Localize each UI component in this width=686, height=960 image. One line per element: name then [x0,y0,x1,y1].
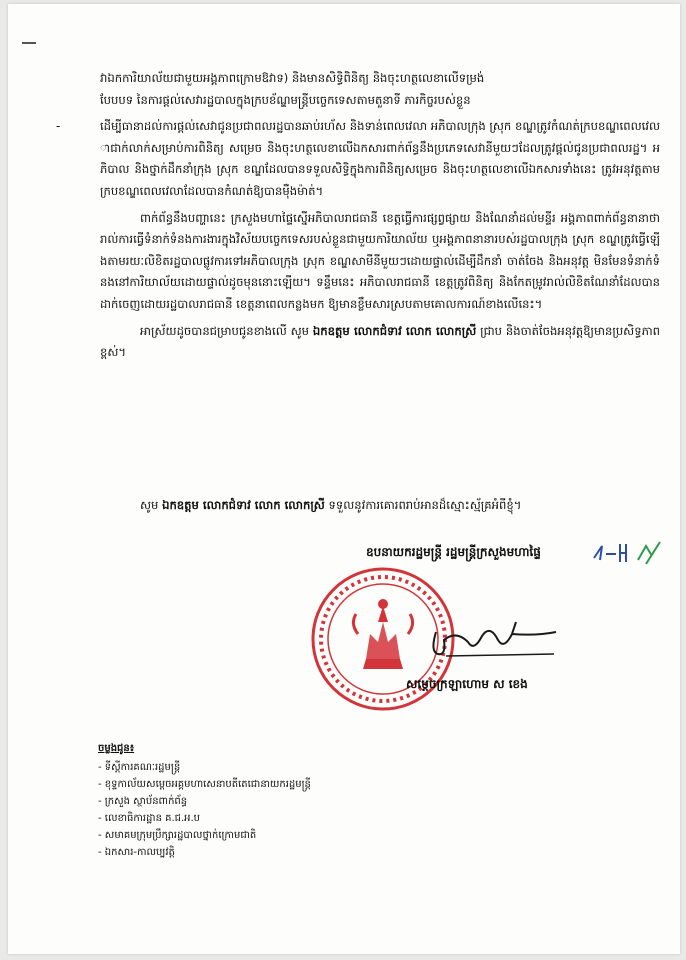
copy-to-list [98,740,311,861]
bullet-text: ដើម្បីធានាដល់ការផ្តល់សេវាជូនប្រជាពលរដ្ឋបានឆាប់រហ័ស និងទាន់ពេលវេលា អភិបាលក្រុង ស្រុក ខណ្ឌត្រូវកំណត់ក្របខណ្ឌពេលវេលាជាក់លាក់សម្រាប់ការពិនិត្យ សម្រេច និងចុះហត្ថលេខាលើឯកសារពាក់ព័ន្ធនឹងប្រភេទសេវានីមួយៗដែលត្រូវផ្តល់ជូនប្រជាពលរដ្ឋ។ អភិបាល និងថ្នាក់ដឹកនាំក្រុង ស្រុក ខណ្ឌដែលបានទទួលសិទ្ធិក្នុងការពិនិត្យសម្រេច និងចុះហត្ថលេខាលើឯកសារទាំងនេះ ត្រូវអនុវត្តតាមក្របខណ្ឌពេលវេលាដែលបានកំណត់ឱ្យបានម៉ឺងម៉ាត់។ [100,119,660,198]
closing-suffix: ទទួលនូវការគោរពរាប់អានដ៏ស្មោះស្ម័គ្រអំពីខ្ញុំ។ [324,498,522,512]
document-page [8,4,680,954]
paragraph-1-line-1: វាឯកការិយាល័យជាមួយអង្គភាពក្រោមឱវាទ) និងមានសិទ្ធិពិនិត្យ និងចុះហត្ថលេខាលើទម្រង់ [100,71,485,85]
paragraph-2-text: ពាក់ព័ន្ធនឹងបញ្ហានេះ ក្រសួងមហាផ្ទៃស្នើអភិបាលរាជធានី ខេត្តធ្វើការផ្សព្វផ្សាយ និងណែនាំដល់មន្ទីរ អង្គភាពពាក់ព័ន្ធនានាថា រាល់ការធ្វើទំនាក់ទំនងការងារក្នុងវិស័យបច្ចេកទេសរបស់ខ្លួនជាមួយការិយាល័យ ឬអង្គភាពនានារបស់រដ្ឋបាលក្រុង ស្រុក ខណ្ឌត្រូវធ្វើឡើងតាមរយៈលិខិតរដ្ឋបាលផ្លូវការទៅអភិបាលក្រុង ស្រុក ខណ្ឌសាមីនីមួយៗដោយផ្ទាល់ដើម្បីដឹកនាំ ចាត់ចែង និងអនុវត្ត មិនមែនទំនាក់ទំនងនៅការិយាល័យដោយផ្ទាល់ដូចមុននោះឡើយ។ ទន្ទឹមនេះ អភិបាលរាជធានី ខេត្តត្រូវពិនិត្យ និងកែតម្រូវរាល់លិខិតណែនាំដែលបានដាក់ចេញដោយរដ្ឋបាលរាជធានី ខេត្តនាពេលកន្លងមក ឱ្យមានខ្លឹមសារស្របតាមគោលការណ៍ខាងលើនេះ។ [100,210,660,311]
handwritten-signature-icon [416,612,566,672]
closing-prefix: សូម [140,498,163,512]
letter-body [56,68,660,364]
paragraph-3-suffix: ជ្រាប និងចាត់ចែងអនុវត្តឱ្យមានប្រសិទ្ធភាពខ្ពស់។ [100,323,660,360]
list-item: - សមាគមក្រុមប្រឹក្សារដ្ឋបាលថ្នាក់ក្រោមជាតិ [98,827,311,844]
paragraph-1-line-2: បែបបទ នៃការផ្តល់សេវារដ្ឋបាលក្នុងក្របខ័ណ្ឌមន្ត្រីបច្ចេកទេសតាមតួនាទី ភារកិច្ចរបស់ខ្លួន [100,92,471,107]
list-item: - ឯកសារ-កាលប្បវត្តិ [98,844,311,861]
closing-addressee: ឯកឧត្តម លោកជំទាវ លោក លោកស្រី [162,498,325,512]
list-item: - ទីស្តីការគណៈរដ្ឋមន្ត្រី [98,759,311,776]
paragraph-3 [100,321,660,364]
paragraph-3-addressee: ឯកឧត្តម លោកជំទាវ លោក លោកស្រី [312,323,477,338]
signatory-name: សម្តេចក្រឡាហោម ស ខេង [406,677,528,691]
paragraph-1 [100,68,660,111]
paragraph-2 [100,208,660,316]
copy-to-heading: ចម្លងជូន៖ [98,743,135,754]
bullet-paragraph [56,116,660,202]
list-item: - ក្រសួង ស្ថាប័នពាក់ព័ន្ធ [98,793,311,810]
paragraph-3-prefix: អាស្រ័យដូចបានជម្រាបជូនខាងលើ សូម [140,323,313,338]
handwritten-initials-icon [586,536,676,576]
bullet-mark: - [56,119,61,134]
page-corner-mark [22,42,36,44]
signatory-title: ឧបនាយករដ្ឋមន្ត្រី រដ្ឋមន្ត្រីក្រសួងមហាផ្ទៃ [366,545,541,559]
closing-line [100,494,660,516]
list-item: - ខុទ្ទកាល័យសម្តេចអគ្គមហាសេនាបតីតេជោនាយករដ្ឋមន្ត្រី [98,776,311,793]
list-item: - លេខាធិការដ្ឋាន គ.ជ.អ.ប [98,810,311,827]
